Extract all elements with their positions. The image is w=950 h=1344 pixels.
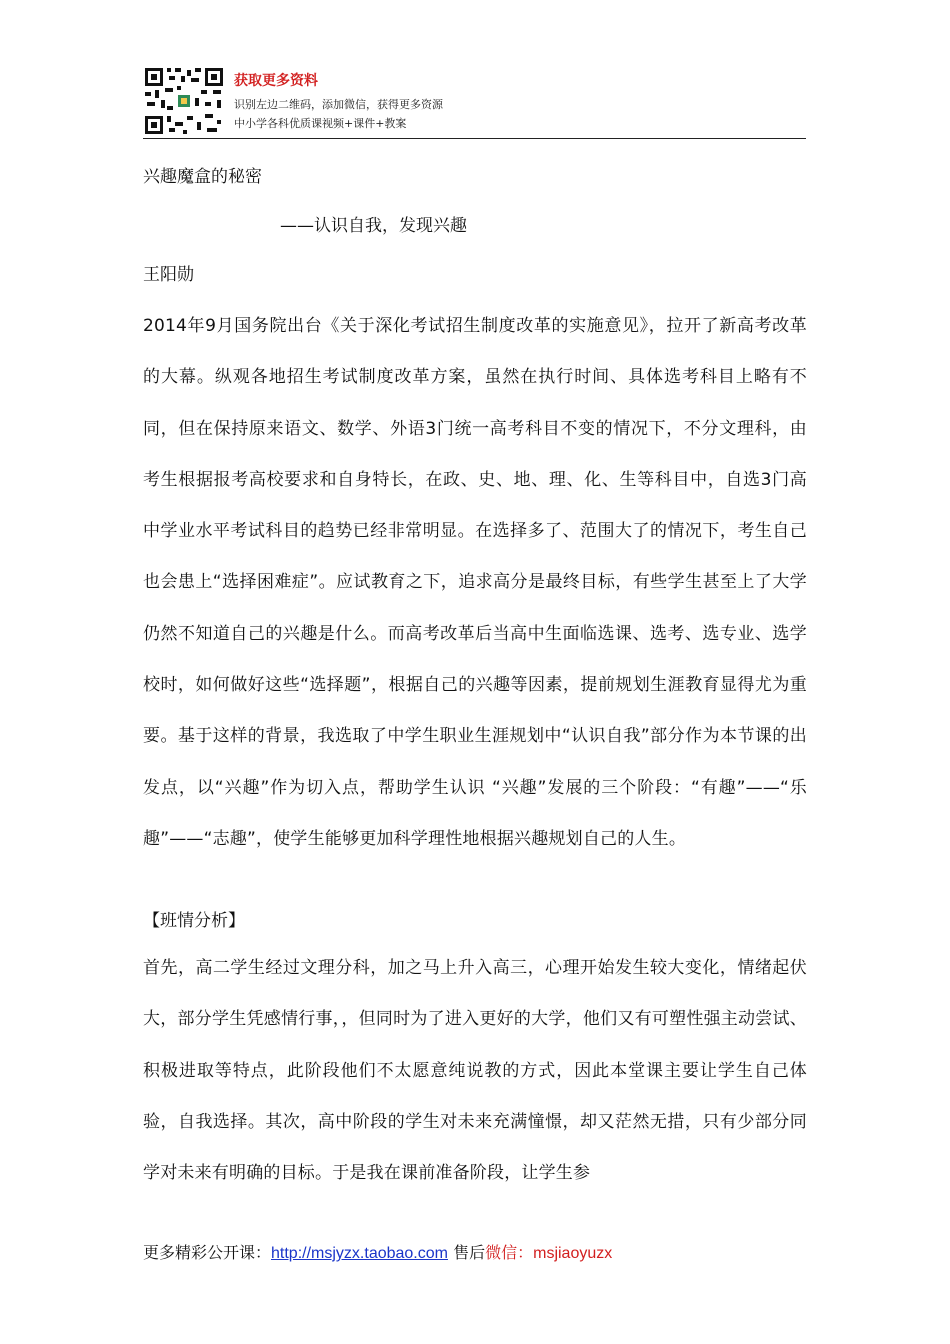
document-subtitle: ——认识自我，发现兴趣 xyxy=(280,216,467,236)
promo-resources: 中小学各科优质课视频+课件+教案 xyxy=(234,117,407,130)
intro-paragraph: 2014年9月国务院出台《关于深化考试招生制度改革的实施意见》，拉开了新高考改革的大幕。纵观各地招生考试制度改革方案，虽然在执行时间、具体选考科目上略有不同，但在保持原来语文、数学、外语3门统一高考科目不变的情况下，不分文理科，由考生根据报考高校要求和自身特长，在政、史、地、理、化、生等科目中，自选3门高中学业水平考试科目的趋势已经非常明显。在选择多了、范围大了的情况下，考生自己也会患上“选择困难症”。应试教育之下，追求高分是最终目标，有些学生甚至上了大学仍然不知道自己的兴趣是什么。而高考改革后当高中生面临选课、选考、选专业、选学校时，如何做好这些“选择题”，根据自己的兴趣等因素，提前规划生涯教育显得尤为重要。基于这样的背景，我选取了中学生职业生涯规划中“认识自我”部分作为本节课的出发点，以“兴趣”作为切入点，帮助学生认识 “兴趣”发展的三个阶段：“有趣”——“乐趣”——“志趣”，使学生能够更加科学理性地根据兴趣规划自己的人生。 xyxy=(143,316,807,849)
footer-wechat-label: 微信： xyxy=(485,1243,534,1262)
section-heading: 【班情分析】 xyxy=(143,911,245,931)
footer xyxy=(143,1240,612,1263)
shop-link[interactable]: http://msjyzx.taobao.com xyxy=(271,1245,448,1262)
author-name: 王阳勋 xyxy=(143,265,194,285)
document-title: 兴趣魔盒的秘密 xyxy=(143,167,262,187)
footer-after-sale: 售后 xyxy=(453,1243,486,1262)
qr-code-image xyxy=(143,66,225,136)
promo-title: 获取更多资料 xyxy=(234,73,318,89)
class-analysis-paragraph: 首先，高二学生经过文理分科，加之马上升入高三，心理开始发生较大变化，情绪起伏大，部分学生凭感情行事，，但同时为了进入更好的大学，他们又有可塑性强主动尝试、积极进取等特点，此阶段他们不太愿意纯说教的方式，因此本堂课主要让学生自己体验，自我选择。其次，高中阶段的学生对未来充满憧憬，却又茫然无措，只有少部分同学对未来有明确的目标。于是我在课前准备阶段，让学生参 xyxy=(143,958,807,1184)
footer-prefix: 更多精彩公开课： xyxy=(143,1243,272,1262)
promo-instruction: 识别左边二维码，添加微信，获得更多资源 xyxy=(234,98,443,111)
footer-wechat-id: msjiaoyuzx xyxy=(533,1245,613,1262)
header-divider xyxy=(143,138,806,139)
